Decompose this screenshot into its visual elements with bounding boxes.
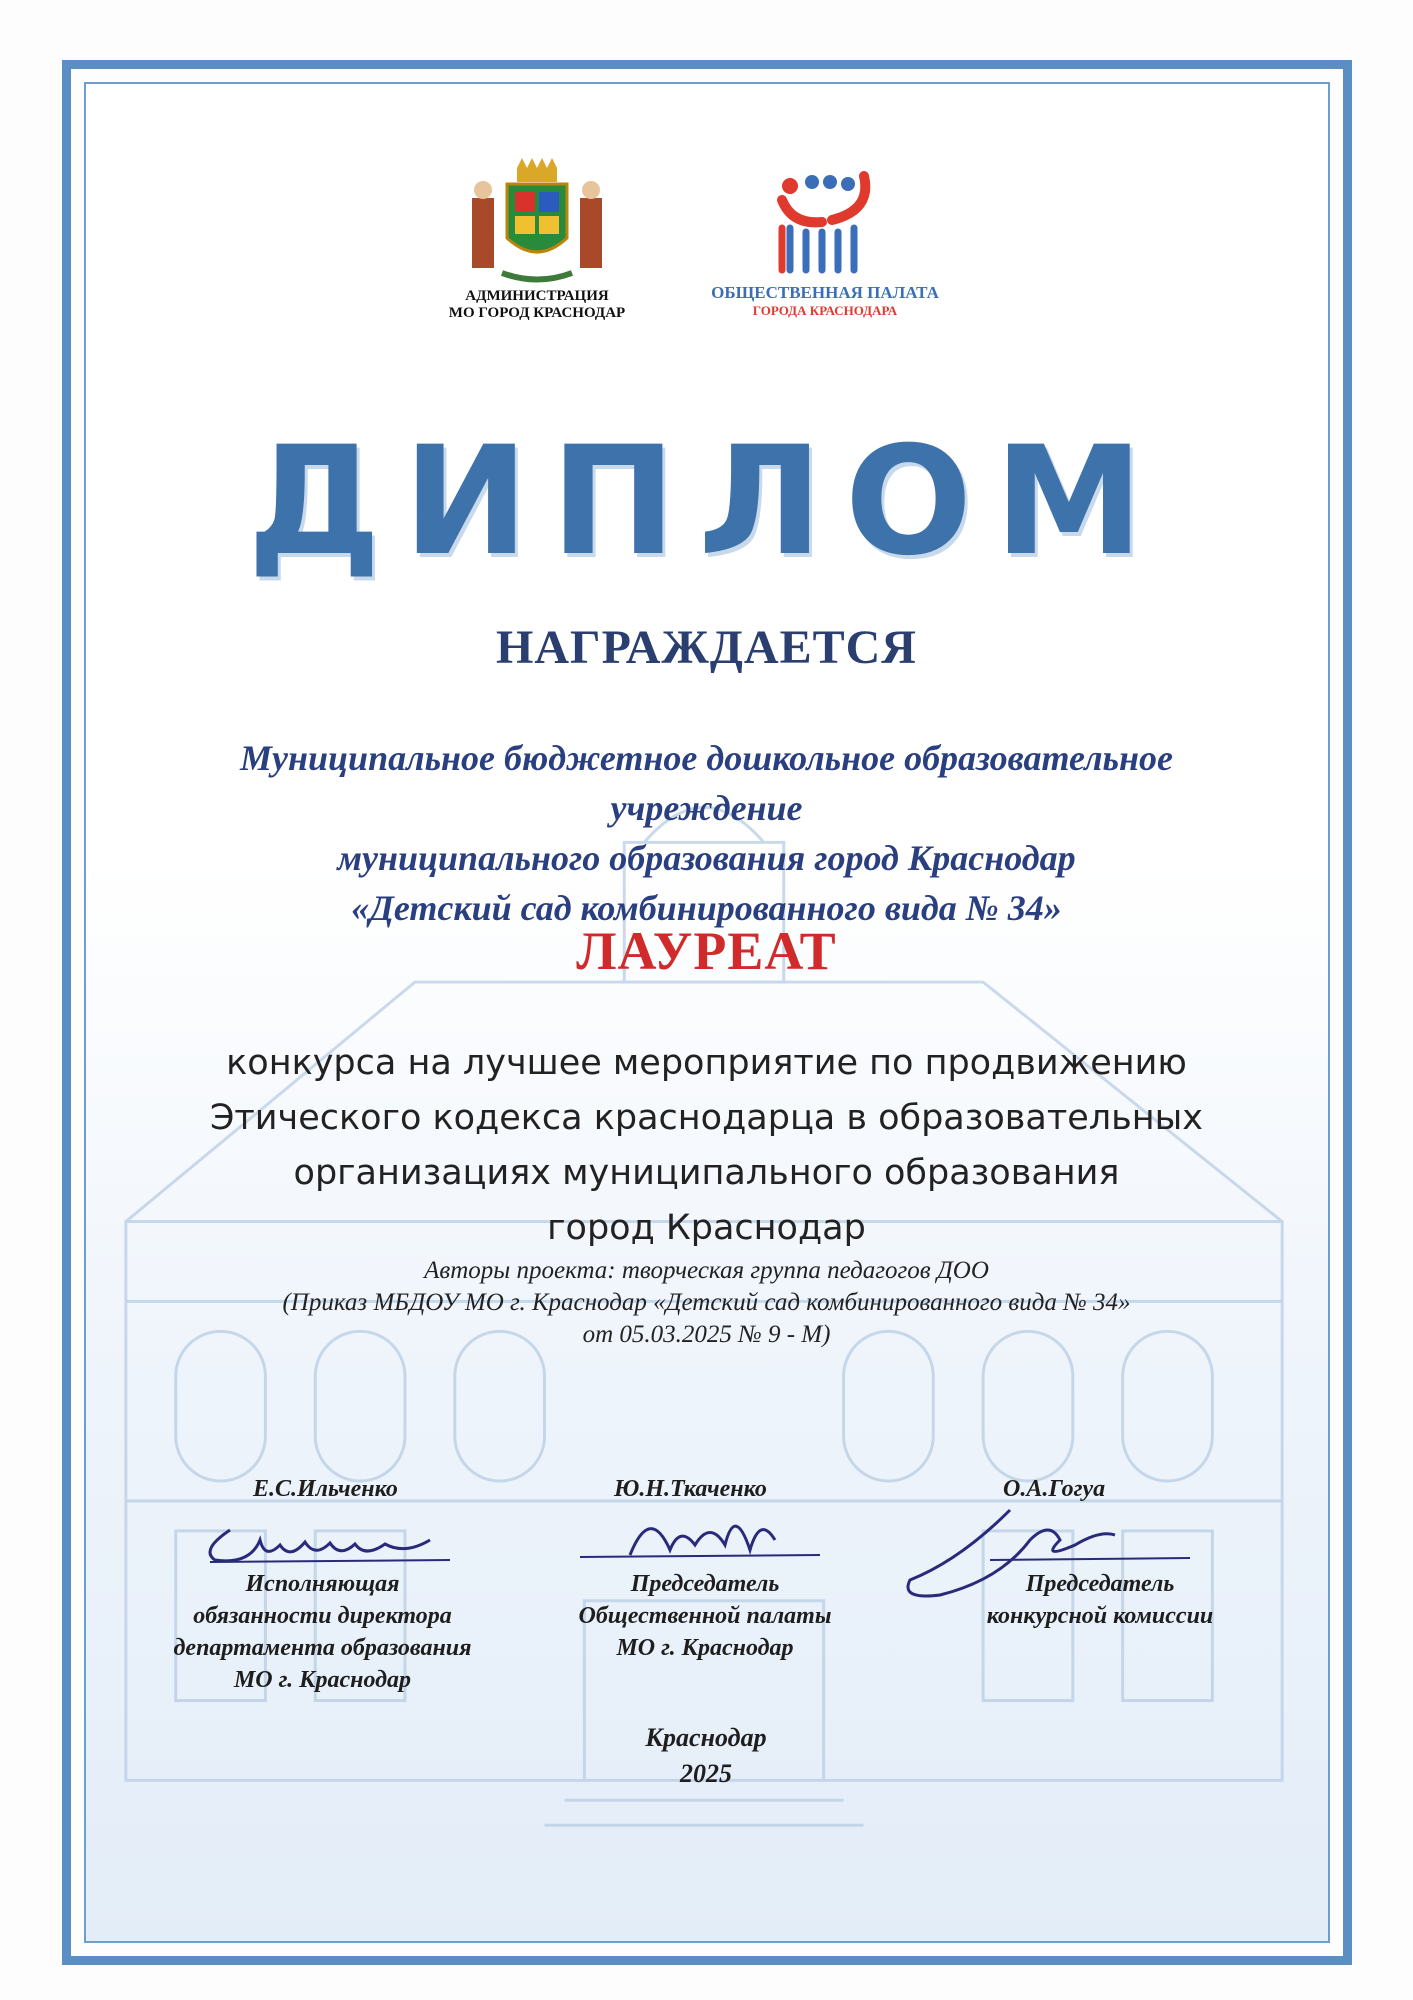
signatory-1-signature: [190, 1510, 460, 1570]
authors-line1: Авторы проекта: творческая группа педагогов ДОО: [424, 1257, 989, 1284]
public-chamber-caption-line1: ОБЩЕСТВЕННАЯ ПАЛАТА: [711, 283, 939, 302]
administration-caption: [410, 288, 664, 322]
awarded-heading: НАГРАЖДАЕТСЯ: [496, 621, 917, 674]
signatory-1-position-line2: обязанности директора: [193, 1603, 452, 1629]
contest-line3: организациях муниципального образования: [293, 1153, 1120, 1193]
contest-description: [150, 1036, 1263, 1256]
diploma-title: ДИПЛОМ: [247, 415, 1166, 589]
signatory-2-position: [560, 1568, 850, 1664]
organization-line2: муниципального образования город Краснодар: [337, 838, 1076, 878]
public-chamber-caption-line2: ГОРОДА КРАСНОДАРА: [752, 303, 898, 318]
krasnodar-coat-of-arms-logo: [462, 158, 612, 283]
contest-line1: конкурса на лучшее мероприятие по продвижению: [226, 1043, 1187, 1083]
contest-line2: Этического кодекса краснодарца в образовательных: [209, 1098, 1204, 1138]
contest-line4: город Краснодар: [547, 1208, 866, 1248]
signatory-1-position: [150, 1568, 495, 1696]
signatory-3-position-line1: Председатель: [1025, 1571, 1175, 1597]
signatory-2-name: Ю.Н.Ткаченко: [614, 1476, 767, 1502]
administration-caption-line2: МО ГОРОД КРАСНОДАР: [448, 305, 626, 321]
place-and-year: [556, 1720, 856, 1792]
signatory-3-position: [955, 1568, 1245, 1632]
signatory-2-signature: [580, 1495, 820, 1575]
signatory-1-position-line1: Исполняющая: [245, 1571, 400, 1597]
signatory-3-name: О.А.Гогуа: [1003, 1476, 1106, 1502]
organization-line3: «Детский сад комбинированного вида № 34»: [351, 888, 1062, 928]
organization-line1: Муниципальное бюджетное дошкольное образовательное учреждение: [240, 738, 1173, 828]
administration-caption-line1: АДМИНИСТРАЦИЯ: [465, 288, 609, 304]
public-chamber-caption: [690, 283, 960, 318]
signatory-1-name: Е.С.Ильченко: [253, 1476, 398, 1502]
laureate-status: ЛАУРЕАТ: [576, 921, 837, 981]
signatory-2-position-line1: Председатель: [630, 1571, 780, 1597]
authors-line3: от 05.03.2025 № 9 - М): [582, 1321, 831, 1348]
organization-name: [150, 733, 1263, 933]
signatory-1-position-line3: департамента образования: [173, 1635, 472, 1661]
signatory-2-position-line3: МО г. Краснодар: [616, 1635, 794, 1661]
public-chamber-logo: [772, 170, 882, 275]
signatory-3-position-line2: конкурсной комиссии: [986, 1603, 1214, 1629]
place: Краснодар: [645, 1723, 767, 1752]
signatory-1-position-line4: МО г. Краснодар: [233, 1667, 412, 1693]
signatory-2-position-line2: Общественной палаты: [578, 1603, 832, 1629]
year: 2025: [680, 1759, 732, 1788]
authors-line2: (Приказ МБДОУ МО г. Краснодар «Детский сад комбинированного вида № 34»: [282, 1289, 1131, 1316]
project-authors: [150, 1255, 1263, 1351]
